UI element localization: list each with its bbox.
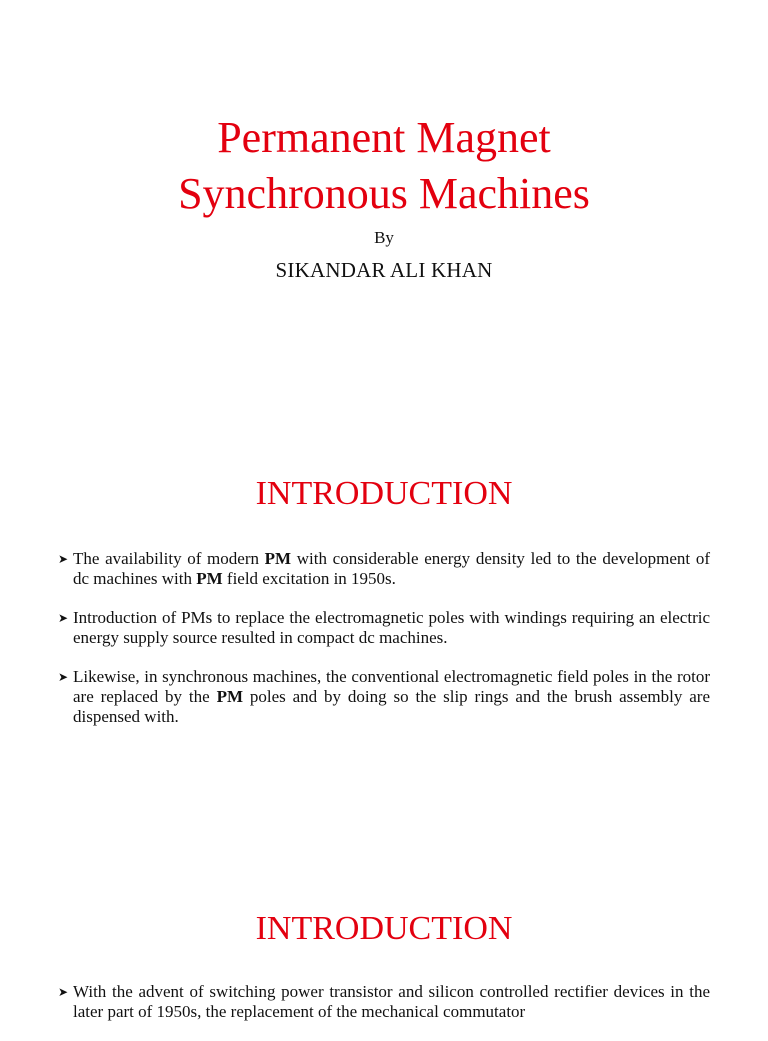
bullet-item xyxy=(58,667,710,727)
bullet-list xyxy=(58,549,710,746)
title-line-1: Permanent Magnet xyxy=(217,113,551,162)
document-title xyxy=(0,110,768,222)
bullet-item xyxy=(58,982,710,1022)
bullet-item xyxy=(58,608,710,648)
bullet-text: Likewise, in synchronous machines, the conventional electromagnetic field poles in the rotor are replaced by the PM poles and by doing so the slip rings and the brush assembly are dispensed with. xyxy=(73,667,710,726)
by-label: By xyxy=(374,228,394,247)
bullet-text: The availability of modern PM with considerable energy density led to the development of dc machines with PM field excitation in 1950s. xyxy=(73,549,710,588)
arrow-bullet-icon: ➤ xyxy=(58,611,69,625)
title-line-2: Synchronous Machines xyxy=(178,169,590,218)
section-heading: INTRODUCTION xyxy=(255,475,513,512)
title-slide xyxy=(0,0,768,430)
bullet-text: With the advent of switching power transistor and silicon controlled rectifier devices in the later part of 1950s, the replacement of the mechanical commutator xyxy=(73,982,710,1021)
bullet-item xyxy=(58,549,710,589)
introduction-slide-2 xyxy=(0,905,768,1024)
author-name: SIKANDAR ALI KHAN xyxy=(275,258,493,282)
introduction-slide-1 xyxy=(0,470,768,800)
bullet-text: Introduction of PMs to replace the electromagnetic poles with windings requiring an electric energy supply source resulted in compact dc machines. xyxy=(73,608,710,647)
arrow-bullet-icon: ➤ xyxy=(58,985,69,999)
arrow-bullet-icon: ➤ xyxy=(58,670,69,684)
section-heading: INTRODUCTION xyxy=(255,910,513,947)
arrow-bullet-icon: ➤ xyxy=(58,552,69,566)
bullet-list xyxy=(58,982,710,1041)
